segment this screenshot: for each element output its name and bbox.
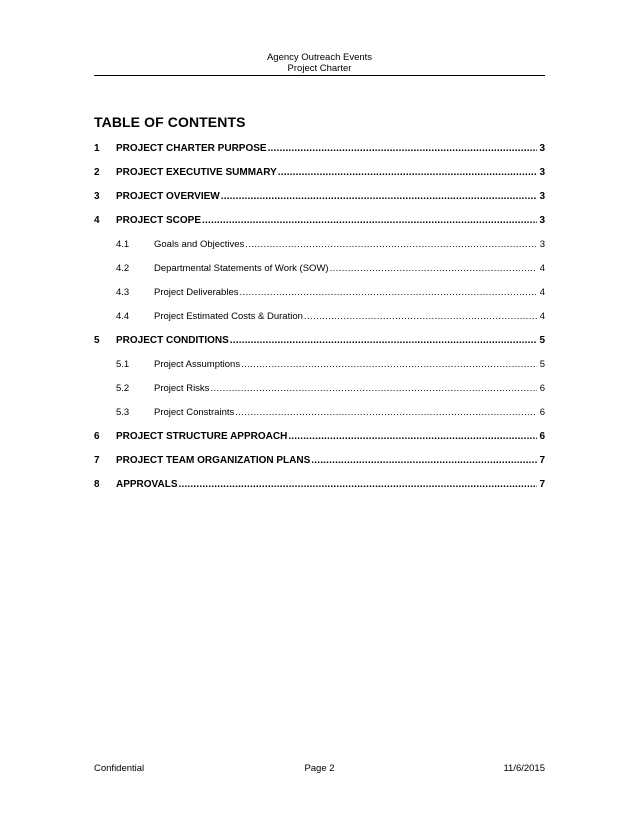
toc-leader-dots	[278, 167, 537, 179]
toc-entry-4-2[interactable]	[94, 259, 545, 275]
toc-entry-page: 3	[539, 143, 545, 154]
toc-entry-page: 6	[539, 431, 545, 442]
toc-leader-dots	[241, 359, 537, 371]
page-header	[94, 52, 545, 74]
toc-entry-5[interactable]	[94, 331, 545, 347]
toc-entry-page: 7	[539, 479, 545, 490]
toc-entry-label: Project Assumptions	[154, 359, 241, 370]
toc-entry-8[interactable]	[94, 475, 545, 491]
header-document-subtitle: Project Charter	[287, 63, 352, 74]
toc-entry-number: 8	[94, 479, 100, 490]
toc-entry-label: Project Estimated Costs & Duration	[154, 311, 303, 322]
toc-leader-dots	[179, 479, 538, 491]
toc-entry-1[interactable]	[94, 139, 545, 155]
toc-entry-number: 4.4	[116, 311, 130, 322]
footer-confidential-label: Confidential	[94, 763, 145, 774]
toc-entry-label: Project Risks	[154, 383, 210, 394]
toc-title: TABLE OF CONTENTS	[94, 114, 246, 130]
toc-entry-page: 6	[539, 407, 545, 418]
toc-entry-2[interactable]	[94, 163, 545, 179]
toc-leader-dots	[268, 143, 537, 155]
toc-entry-page: 5	[539, 335, 545, 346]
toc-entry-number: 3	[94, 191, 100, 202]
toc-leader-dots	[245, 239, 537, 251]
toc-entry-label: PROJECT EXECUTIVE SUMMARY	[116, 167, 277, 178]
toc-entry-page: 4	[539, 263, 545, 274]
toc-leader-dots	[304, 311, 537, 323]
toc-entry-page: 4	[539, 287, 545, 298]
footer-date: 11/6/2015	[503, 763, 545, 774]
toc-entry-number: 2	[94, 167, 100, 178]
toc-entry-label: Project Constraints	[154, 407, 235, 418]
toc-leader-dots	[330, 263, 537, 275]
toc-entry-label: PROJECT CHARTER PURPOSE	[116, 143, 267, 154]
toc-entry-number: 5.3	[116, 407, 130, 418]
toc-leader-dots	[230, 335, 537, 347]
header-divider	[94, 75, 545, 76]
toc-entry-page: 5	[539, 359, 545, 370]
toc-entry-label: Project Deliverables	[154, 287, 239, 298]
toc-leader-dots	[202, 215, 537, 227]
toc-entry-5-2[interactable]	[94, 379, 545, 395]
toc-entry-label: PROJECT TEAM ORGANIZATION PLANS	[116, 455, 311, 466]
toc-entry-number: 4	[94, 215, 100, 226]
toc-entry-5-1[interactable]	[94, 355, 545, 371]
toc-entry-page: 7	[539, 455, 545, 466]
toc-leader-dots	[221, 191, 537, 203]
toc-entry-5-3[interactable]	[94, 403, 545, 419]
toc-entry-page: 6	[539, 383, 545, 394]
toc-entry-7[interactable]	[94, 451, 545, 467]
toc-entry-number: 5.1	[116, 359, 130, 370]
toc-entry-label: PROJECT OVERVIEW	[116, 191, 220, 202]
toc-entry-number: 6	[94, 431, 100, 442]
toc-entry-number: 4.3	[116, 287, 130, 298]
toc-entry-page: 3	[539, 239, 545, 250]
toc-leader-dots	[210, 383, 537, 395]
toc-entry-number: 1	[94, 143, 100, 154]
toc-entry-number: 5	[94, 335, 100, 346]
toc-entry-page: 3	[539, 167, 545, 178]
toc-entry-page: 3	[539, 215, 545, 226]
toc-entry-number: 5.2	[116, 383, 130, 394]
toc-entry-label: PROJECT STRUCTURE APPROACH	[116, 431, 288, 442]
toc-entry-label: Goals and Objectives	[154, 239, 245, 250]
toc-leader-dots	[239, 287, 537, 299]
toc-entry-page: 3	[539, 191, 545, 202]
toc-entry-label: PROJECT SCOPE	[116, 215, 202, 226]
toc-entry-label: APPROVALS	[116, 479, 178, 490]
toc-entry-number: 4.1	[116, 239, 130, 250]
toc-leader-dots	[288, 431, 537, 443]
toc-entry-number: 4.2	[116, 263, 130, 274]
footer-page-number: Page 2	[304, 763, 335, 774]
toc-entry-4-4[interactable]	[94, 307, 545, 323]
toc-leader-dots	[235, 407, 537, 419]
toc-entry-label: Departmental Statements of Work (SOW)	[154, 263, 329, 274]
toc-entry-6[interactable]	[94, 427, 545, 443]
toc-entry-4-1[interactable]	[94, 235, 545, 251]
toc-entry-4[interactable]	[94, 211, 545, 227]
header-document-title: Agency Outreach Events	[266, 52, 373, 63]
toc-entry-number: 7	[94, 455, 100, 466]
toc-entry-label: PROJECT CONDITIONS	[116, 335, 229, 346]
toc-entry-3[interactable]	[94, 187, 545, 203]
toc-leader-dots	[311, 455, 537, 467]
toc-entry-page: 4	[539, 311, 545, 322]
toc-entry-4-3[interactable]	[94, 283, 545, 299]
